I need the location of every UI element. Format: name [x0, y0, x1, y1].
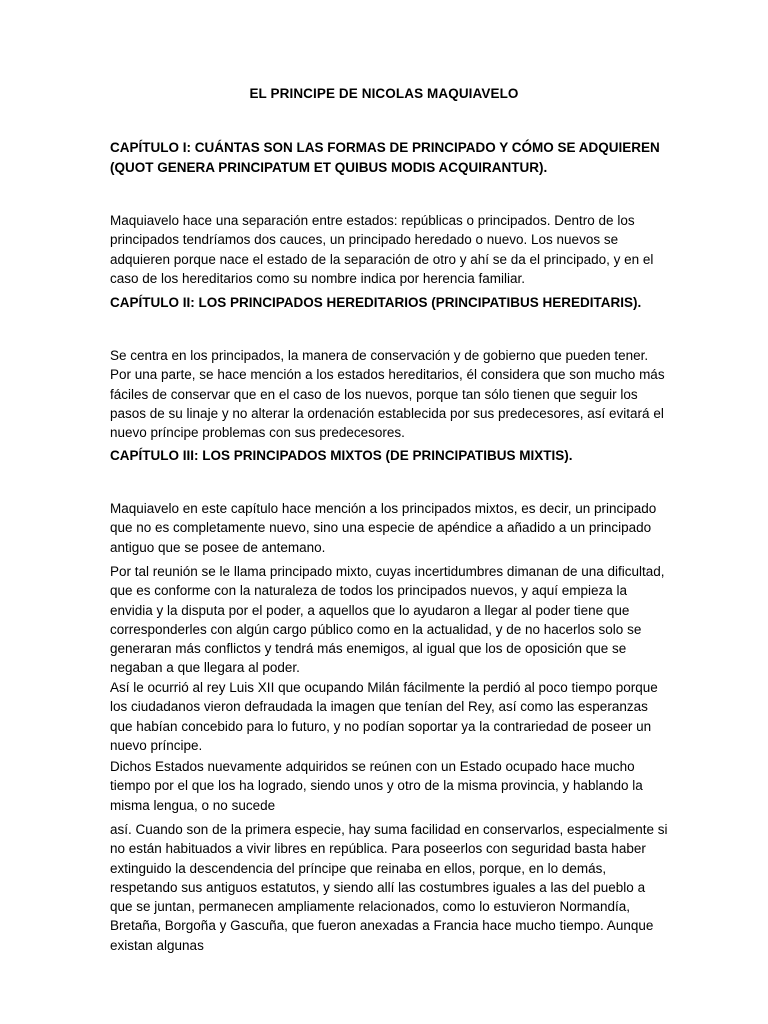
document-title: EL PRINCIPE DE NICOLAS MAQUIAVELO [249, 86, 519, 101]
chapter-3-paragraph-4: Dichos Estados nuevamente adquiridos se reúnen con un Estado ocupado hace mucho tiempo por el que los ha logrado, siendo unos y otro de la misma provincia, y hablando la misma lengua, o no sucede [110, 759, 643, 813]
chapter-3-heading: CAPÍTULO III: LOS PRINCIPADOS MIXTOS (DE PRINCIPATIBUS MIXTIS). [110, 448, 573, 463]
chapter-3-paragraph-1: Maquiavelo en este capítulo hace mención a los principados mixtos, es decir, un principado que no es completamente nuevo, sino una especie de apéndice a añadido a un principado antiguo que se posee de antemano. [110, 501, 657, 555]
chapter-1-paragraph-1: Maquiavelo hace una separación entre estados: repúblicas o principados. Dentro de los principados tendríamos dos cauces, un principado heredado o nuevo. Los nuevos se adquieren porque nace el estado de la separación de otro y ahí se da el principado, y en el caso de los hereditarios como su nombre indica por herencia familiar. [110, 213, 654, 286]
chapter-3-paragraph-3: Así le ocurrió al rey Luis XII que ocupando Milán fácilmente la perdió al poco tiempo porque los ciudadanos vieron defraudada la imagen que tenían del Rey, así como las esperanzas que habían concebido para lo futuro, y no podían soportar ya la contrariedad de poseer un nuevo príncipe. [110, 680, 658, 753]
chapter-1-heading: CAPÍTULO I: CUÁNTAS SON LAS FORMAS DE PRINCIPADO Y CÓMO SE ADQUIEREN (QUOT GENERA PRINCIPATUM ET QUIBUS MODIS ACQUIRANTUR). [110, 140, 660, 175]
chapter-3-paragraph-5: así. Cuando son de la primera especie, hay suma facilidad en conservarlos, especialmente si no están habituados a vivir libres en república. Para poseerlos con seguridad basta haber extinguido la descendencia del príncipe que reinaba en ellos, porque, en lo demás, respetando sus antiguos estatutos, y siendo allí las costumbres iguales a las del pueblo a que se juntan, permanecen ampliamente relacionados, como lo estuvieron Normandía, Bretaña, Borgoña y Gascuña, que fueron anexadas a Francia hace mucho tiempo. Aunque existan algunas [110, 822, 668, 953]
chapter-3-paragraph-2: Por tal reunión se le llama principado mixto, cuyas incertidumbres dimanan de una dificultad, que es conforme con la naturaleza de todos los principados nuevos, y aquí empieza la envidia y la disputa por el poder, a aquellos que lo ayudaron a llegar al poder tiene que corresponderles con algún cargo público como en la actualidad, y de no hacerlos solo se generaran más conflictos y tendrá más enemigos, al igual que los de oposición que se negaban a que llegara al poder. [110, 564, 665, 676]
chapter-2-paragraph-1: Se centra en los principados, la manera de conservación y de gobierno que pueden tener. Por una parte, se hace mención a los estados hereditarios, él considera que son mucho más fáciles de conservar que en el caso de los nuevos, porque tan sólo tienen que seguir los pasos de su linaje y no alterar la ordenación establecida por sus predecesores, así evitará el nuevo príncipe problemas con sus predecesores. [110, 348, 665, 441]
chapter-2-heading: CAPÍTULO II: LOS PRINCIPADOS HEREDITARIOS (PRINCIPATIBUS HEREDITARIS). [110, 295, 642, 310]
